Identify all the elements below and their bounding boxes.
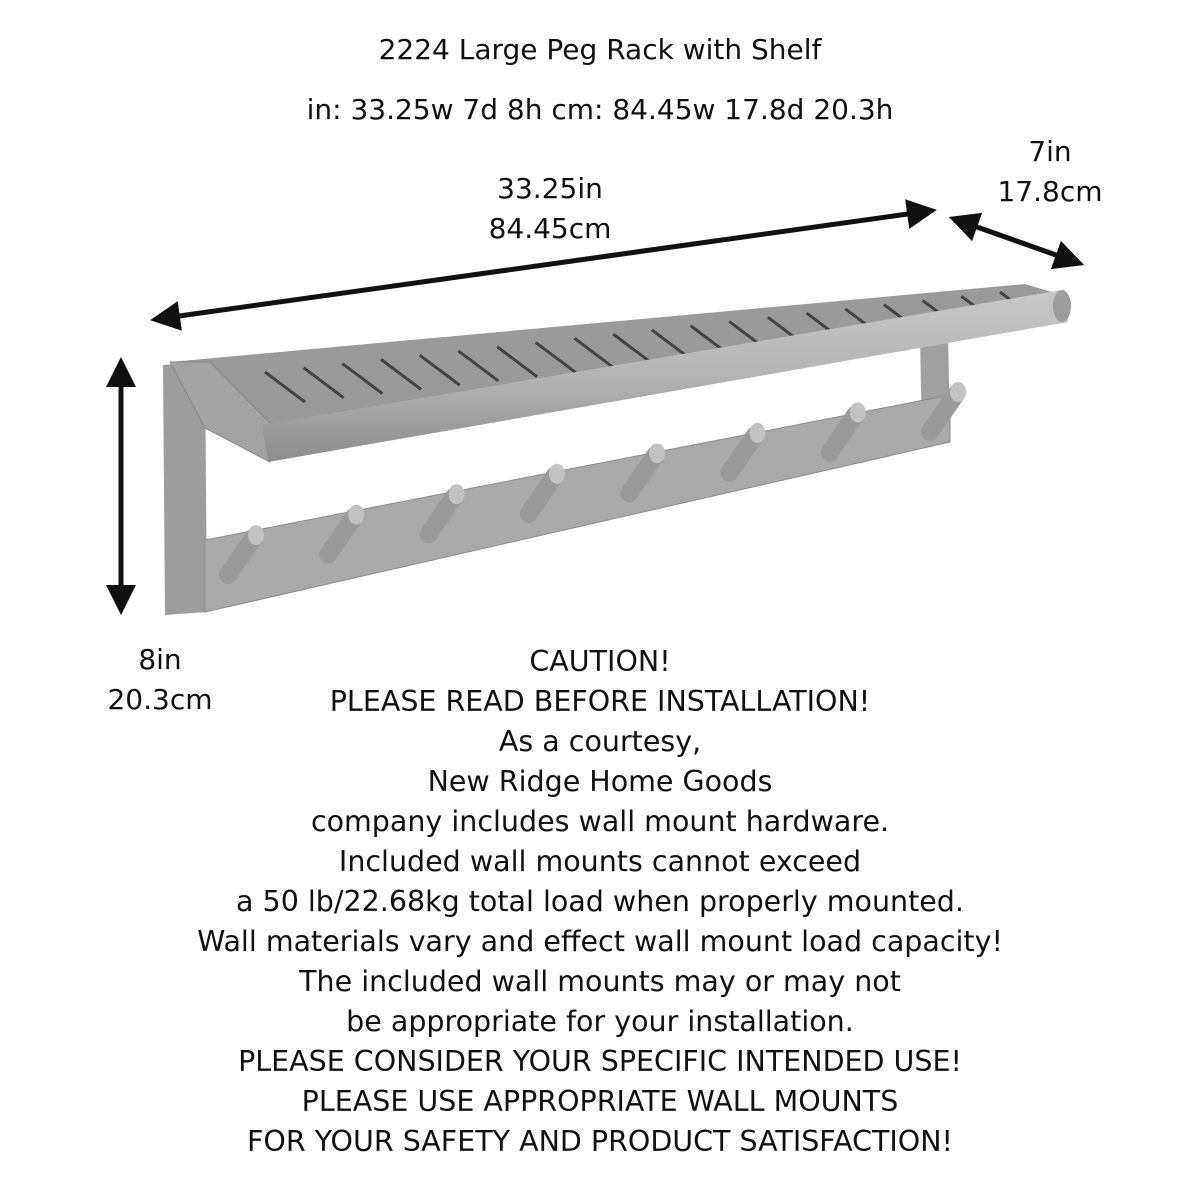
height-in-label: 8in [138,643,182,676]
caution-line: The included wall mounts may or may not [299,965,901,998]
width-arrow [165,212,922,318]
height-cm-label: 20.3cm [107,683,213,716]
caution-line: PLEASE READ BEFORE INSTALLATION! [329,685,871,718]
caution-line: be appropriate for your installation. [346,1005,854,1038]
caution-line: Wall materials vary and effect wall mount load capacity! [197,925,1003,958]
caution-line: a 50 lb/22.68kg total load when properly mounted. [236,885,964,918]
dimensions-summary: in: 33.25w 7d 8h cm: 84.45w 17.8d 20.3h [306,93,894,126]
caution-line: As a courtesy, [498,725,702,758]
width-cm-label: 84.45cm [488,212,612,245]
width-in-label: 33.25in [497,172,603,205]
caution-line: New Ridge Home Goods [427,765,773,798]
rail-end-cap [1053,290,1071,322]
depth-in-label: 7in [1028,135,1072,168]
caution-line: PLEASE CONSIDER YOUR SPECIFIC INTENDED USE! [238,1045,962,1078]
caution-notice [0,642,1200,1162]
caution-line: PLEASE USE APPROPRIATE WALL MOUNTS [301,1085,899,1118]
caution-line: company includes wall mount hardware. [310,805,890,838]
product-title: 2224 Large Peg Rack with Shelf [378,33,822,66]
depth-arrow [963,222,1070,260]
caution-heading: CAUTION! [529,645,671,678]
depth-cm-label: 17.8cm [997,175,1103,208]
caution-line: Included wall mounts cannot exceed [338,845,862,878]
caution-line: FOR YOUR SAFETY AND PRODUCT SATISFACTION! [247,1125,953,1158]
